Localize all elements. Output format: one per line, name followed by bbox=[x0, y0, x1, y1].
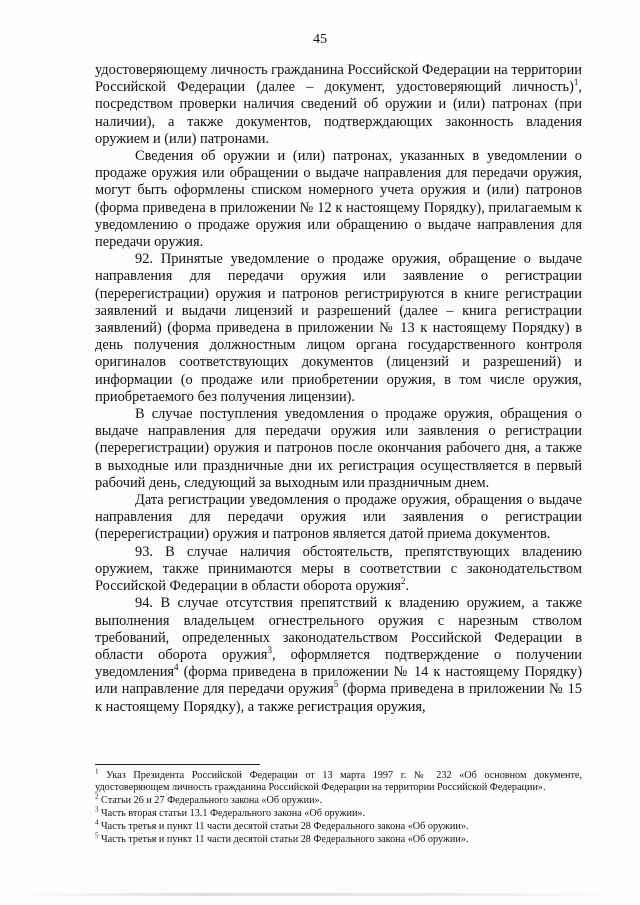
paragraph-text: (форма приведена в приложении № 14 к настоящему Порядку) или направление для передачи оружия bbox=[95, 664, 582, 698]
paragraph-text: (форма приведена в приложении № 15 к настоящему Порядку), а также регистрация оружия, bbox=[95, 681, 582, 715]
scan-artifact bbox=[20, 893, 620, 896]
footnote-reference[interactable]: 3 bbox=[267, 645, 272, 656]
paragraph-text: удостоверяющему личность гражданина Российской Федерации на территории Российской Федерации (далее – документ, удостоверяющий личность) bbox=[95, 62, 582, 96]
footnote bbox=[95, 818, 582, 833]
footnotes bbox=[95, 767, 582, 847]
paragraph bbox=[95, 62, 582, 148]
paragraph bbox=[95, 595, 582, 715]
footnote-text: Указ Президента Российской Федерации от 13 марта 1997 г. № 232 «Об основном документе, удостоверяющем личность гражданина Российской Федерации на территории Российской Федерации». bbox=[95, 770, 582, 794]
footnote-text: Часть вторая статьи 13.1 Федерального закона «Об оружии». bbox=[98, 808, 366, 820]
footnote-reference[interactable]: 1 bbox=[573, 77, 579, 88]
footnote bbox=[95, 831, 582, 846]
footnote-text: Часть третья и пункт 11 части десятой статьи 28 Федерального закона «Об оружии». bbox=[98, 821, 469, 833]
footnote-mark: 4 bbox=[95, 818, 99, 827]
footnote-reference[interactable]: 2 bbox=[401, 576, 406, 587]
footnote-mark: 2 bbox=[95, 792, 99, 801]
paragraph-text: 93. В случае наличия обстоятельств, препятствующих владению оружием, также принимаются меры в соответствии с законодательством Российской Федерации в области оборота оружия bbox=[95, 543, 582, 595]
footnote-mark: 1 bbox=[95, 767, 99, 776]
paragraph-text: 94. В случае отсутствия препятствий к владению оружием, а также выполнения владельцем огнестрельного оружия с нарезным стволом требований, определенных законодательством Российской Федерации в области оборота оружия bbox=[95, 595, 582, 663]
paragraph-text: . bbox=[405, 578, 410, 595]
paragraph bbox=[95, 492, 582, 544]
document-body bbox=[95, 62, 582, 716]
footnote-separator bbox=[95, 764, 260, 765]
page-number: 45 bbox=[313, 32, 327, 47]
paragraph-text: , оформляется подтверждение о получении уведомления bbox=[95, 646, 582, 681]
paragraph bbox=[95, 544, 582, 596]
paragraph bbox=[95, 406, 582, 492]
paragraph-text: Сведения об оружии и (или) патронах, указанных в уведомлении о продаже оружия или обращении о выдаче направления для передачи оружия, могут быть оформлены списком номерного учета оружия и (или) патронов (форма приведена в приложении № 12 к настоящему Порядку), прилагаемым к уведомлению о продаже оружия или обращению о выдаче направления для передачи оружия. bbox=[95, 148, 582, 251]
footnote-mark: 3 bbox=[95, 805, 99, 814]
footnote bbox=[95, 805, 582, 820]
paragraph-text: Дата регистрации уведомления о продаже оружия, обращения о выдаче направления для передачи оружия или заявления о регистрации (перерегистрации) оружия и патронов является датой приема документов. bbox=[95, 492, 582, 543]
footnote-reference[interactable]: 4 bbox=[174, 662, 179, 673]
footnote bbox=[95, 767, 582, 795]
paragraph-text: , посредством проверки наличия сведений об оружии и (или) патронах (при наличии), а также документов, подтверждающих законность владения оружием и (или) патронами. bbox=[95, 79, 582, 147]
footnote-mark: 5 bbox=[95, 831, 99, 840]
paragraph bbox=[95, 148, 582, 251]
paragraph-text: В случае поступления уведомления о продаже оружия, обращения о выдаче направления для передачи оружия или заявления о регистрации (перерегистрации) оружия и патронов после окончания рабочего дня, а также в выходные или праздничные дни их регистрация осуществляется в первый рабочий день, следующий за выходным или праздничным днем. bbox=[95, 406, 582, 491]
paragraph bbox=[95, 251, 582, 406]
footnote-text: Часть третья и пункт 11 части десятой статьи 28 Федерального закона «Об оружии». bbox=[98, 834, 469, 846]
footnote bbox=[95, 792, 582, 807]
footnote-text: Статьи 26 и 27 Федерального закона «Об оружии». bbox=[98, 795, 323, 807]
footnote-reference[interactable]: 5 bbox=[333, 679, 339, 690]
paragraph-text: 92. Принятые уведомление о продаже оружия, обращение о выдаче направления для передачи оружия или заявление о регистрации (перерегистрации) оружия и патронов регистрируются в книге регистрации заявлений и выдачи лицензий и разрешений (далее – книга регистрации заявлений) (форма приведена в приложении № 13 к настоящему Порядку) в день получения должностным лицом органа государственного контроля оригиналов соответствующих документов (лицензий и разрешений) и информации (о продаже или приобретении оружия, в том числе оружия, приобретаемого без получения лицензии). bbox=[95, 251, 582, 405]
